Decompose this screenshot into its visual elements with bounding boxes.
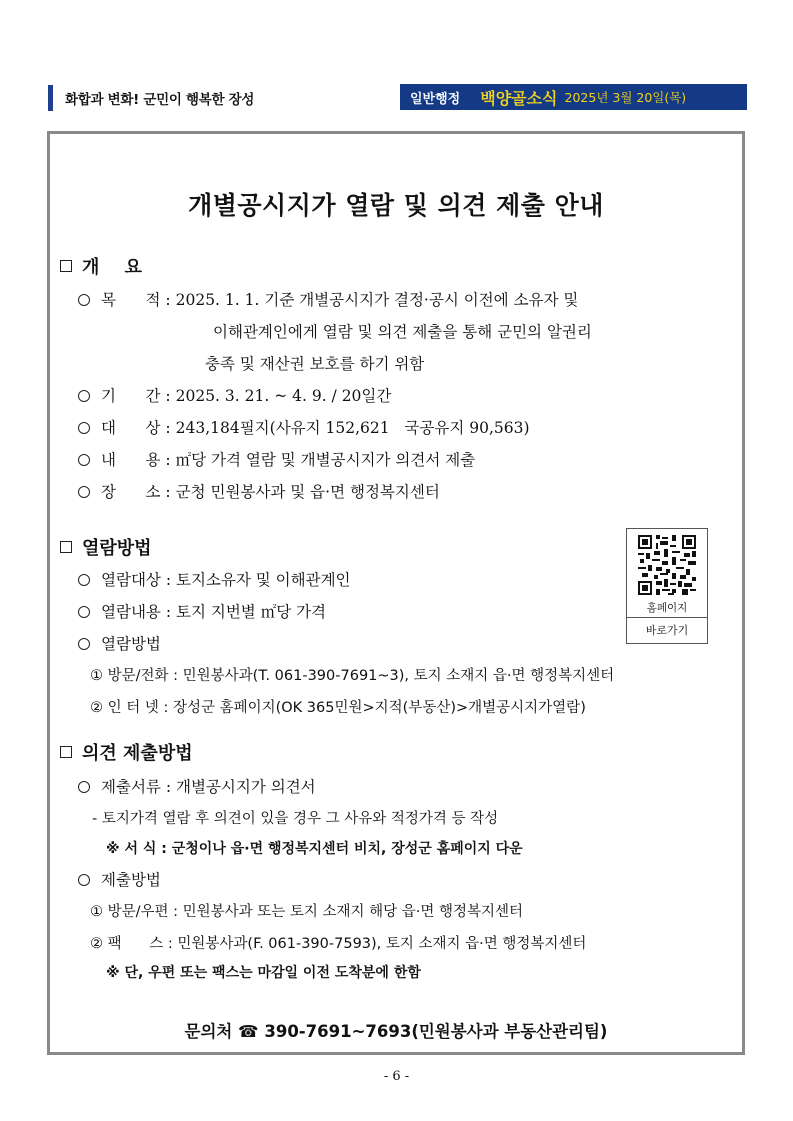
square-bullet-icon [60,541,72,553]
circle-bullet-icon [78,606,90,618]
circle-bullet-icon [78,781,90,793]
header-category: 일반행정 [410,91,461,107]
overview-purpose-line3: 충족 및 재산권 보호를 하기 위함 [205,355,425,373]
square-bullet-icon [60,260,72,272]
circle-bullet-icon [78,390,90,402]
circle-bullet-icon [78,874,90,886]
qr-caption-shortcut: 바로가기 [645,624,689,637]
overview-purpose [78,288,578,310]
section-heading-text: 열람방법 [82,538,152,559]
qr-code-icon [638,535,696,595]
item-label: 장 소 : [101,483,171,501]
item-label: 기 간 : [101,387,171,405]
circle-bullet-icon [78,486,90,498]
header-section-banner [400,84,747,110]
circle-bullet-icon [78,638,90,650]
item-text: 열람내용 : 토지 지번별 ㎡당 가격 [101,603,327,621]
section-submission-heading [60,739,193,765]
overview-purpose-line2: 이해관계인에게 열람 및 의견 제출을 통해 군민의 알권리 [213,323,592,341]
submission-form-note: ※ 서 식 : 군청이나 읍·면 행정복지센터 비치, 장성군 홈페이지 다운 [106,841,523,857]
viewing-sub-internet: ② 인 터 넷 : 장성군 홈페이지(OK 365민원>지적(부동산)>개별공시지가열람) [90,700,586,716]
header-date: 2025년 3월 20일(목) [564,90,687,105]
item-text: 열람대상 : 토지소유자 및 이해관계인 [101,571,351,589]
item-text: 열람방법 [101,635,161,653]
viewing-sub-visit: ① 방문/전화 : 민원봉사과(T. 061-390-7691~3), 토지 소재지 읍·면 행정복지센터 [90,668,615,684]
viewing-content [78,600,326,622]
section-heading-text: 의견 제출방법 [82,743,193,764]
item-label: 목 적 : [101,291,171,309]
section-heading-text: 개 요 [82,257,142,278]
section-overview-heading [60,253,142,279]
submission-method [78,868,161,890]
submission-sub-visit: ① 방문/우편 : 민원봉사과 또는 토지 소재지 해당 읍·면 행정복지센터 [90,904,524,920]
item-label: 대 상 : [101,419,171,437]
overview-content [78,448,475,470]
notice-frame [47,131,745,1055]
overview-target [78,416,530,438]
square-bullet-icon [60,746,72,758]
viewing-target [78,568,351,590]
submission-doc [78,775,316,797]
contact-info: 문의처 ☎ 390-7691~7693(민원봉사과 부동산관리팀) [184,1022,608,1041]
circle-bullet-icon [78,574,90,586]
header-accent-bar [48,85,53,111]
item-text: 2025. 3. 21. ~ 4. 9. / 20일간 [175,387,392,405]
qr-code-link[interactable] [626,528,708,644]
item-text: 군청 민원봉사과 및 읍·면 행정복지센터 [175,483,440,501]
overview-place [78,480,440,502]
notice-title: 개별공시지가 열람 및 의견 제출 안내 [188,191,604,220]
item-text: 243,184필지(사유지 152,621 국공유지 90,563) [175,419,530,437]
page-number: - 6 - [383,1069,410,1084]
viewing-method [78,632,161,654]
item-label: 내 용 : [101,451,171,469]
item-text: 2025. 1. 1. 기준 개별공시지가 결정·공시 이전에 소유자 및 [175,291,579,309]
qr-caption-homepage: 홈페이지 [646,602,688,614]
header-team: 백양골소식 [480,88,558,108]
submission-sub-fax: ② 팩 스 : 민원봉사과(F. 061-390-7593), 토지 소재지 읍·면 행정복지센터 [90,936,587,952]
item-text: 제출방법 [101,871,161,889]
header-slogan: 화합과 변화! 군민이 행복한 장성 [65,92,255,108]
submission-deadline-note: ※ 단, 우편 또는 팩스는 마감일 이전 도착분에 한함 [106,965,421,981]
item-text: 제출서류 : 개별공시지가 의견서 [101,778,316,796]
circle-bullet-icon [78,422,90,434]
overview-period [78,384,391,406]
header-slogan-block [48,84,254,112]
qr-divider [627,617,707,618]
item-text: ㎡당 가격 열람 및 개별공시지가 의견서 제출 [175,451,476,469]
submission-doc-note: - 토지가격 열람 후 의견이 있을 경우 그 사유와 적정가격 등 작성 [92,811,499,827]
circle-bullet-icon [78,454,90,466]
circle-bullet-icon [78,294,90,306]
section-viewing-heading [60,534,152,560]
